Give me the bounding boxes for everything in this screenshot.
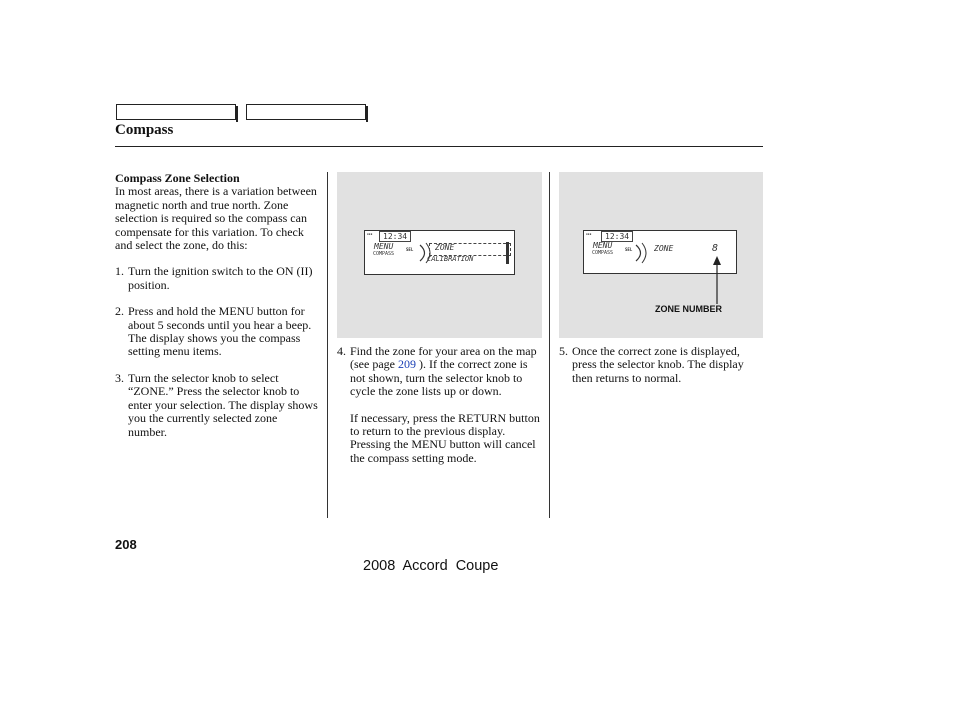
compass-label: COMPASS [373, 251, 395, 257]
column-divider [327, 172, 328, 518]
step-number: 3. [115, 370, 124, 385]
figure-panel-2 [559, 172, 763, 338]
step-4 [337, 345, 542, 399]
zone-number-callout: ZONE NUMBER [655, 304, 722, 314]
step-text-part: ). If the correct zone is not shown, turn the selector knob to cycle the zone lists up or down. [350, 357, 528, 399]
zone-label: ZONE [654, 244, 674, 253]
zone-menu-item: ZONE [435, 243, 455, 252]
step-text: Once the correct zone is displayed, press the selector knob. The display then returns to normal. [572, 344, 744, 385]
page-link[interactable]: 209 [397, 357, 416, 372]
lcd-display-1 [364, 230, 515, 275]
subsection-heading: Compass Zone Selection [115, 171, 240, 185]
step-5 [559, 345, 764, 385]
intro-paragraph: In most areas, there is a variation between magnetic north and true north. Zone selection is required so the compass can compensate for this variation. To check and select the zone, do this: [115, 184, 317, 253]
calibration-menu-item: CALIBRATION [427, 255, 474, 263]
callout-arrow-icon [711, 256, 723, 306]
compass-label: COMPASS [592, 250, 614, 256]
document-title-text: 2008 Accord Coupe [363, 558, 499, 574]
column-2 [337, 345, 542, 465]
sel-label: SEL [406, 247, 414, 252]
step-number: 4. [337, 344, 346, 358]
selector-knob-icon [633, 241, 651, 265]
header-tab-2 [246, 104, 366, 120]
column-3 [559, 345, 764, 385]
menu-label: MENU [593, 241, 613, 250]
step-text-part: Find the zone for your area on the map (see page [350, 344, 537, 372]
column-1 [115, 172, 319, 439]
lcd-mini-label: ▪▪▪ [367, 232, 373, 236]
zone-number-value: 8 [712, 243, 719, 254]
sel-label: SEL [625, 247, 633, 252]
step-number: 5. [559, 344, 568, 358]
title-rule [115, 146, 763, 147]
note-paragraph: If necessary, press the RETURN button to return to the previous display. Pressing the MENU button will cancel the compass setting mode. [350, 410, 540, 465]
step-text: Turn the ignition switch to the ON (II) position. [128, 264, 313, 292]
step-text: Turn the selector knob to select “ZONE.” Press the selector knob to enter your selection. The display shows you the currently selected zone number. [128, 370, 318, 439]
step-3 [115, 372, 319, 439]
clock-readout: 12:34 [379, 231, 411, 242]
step-2 [115, 305, 319, 359]
column-divider [549, 172, 550, 518]
header-tab-1 [116, 104, 236, 120]
step-number: 2. [115, 304, 124, 319]
page-number: 208 [115, 537, 137, 552]
scroll-bar-icon [506, 242, 509, 264]
section-title: Compass [115, 122, 174, 138]
step-text: Press and hold the MENU button for about 5 seconds until you hear a beep. The display shows you the compass setting menu items. [128, 304, 312, 359]
step-number: 1. [115, 264, 124, 279]
step-1 [115, 265, 319, 292]
clock-readout: 12:34 [601, 231, 633, 242]
step-text [350, 345, 542, 399]
menu-label: MENU [374, 242, 394, 251]
step-4-note [337, 412, 542, 466]
lcd-mini-label: ▪▪▪ [586, 232, 592, 236]
figure-panel-1 [337, 172, 542, 338]
